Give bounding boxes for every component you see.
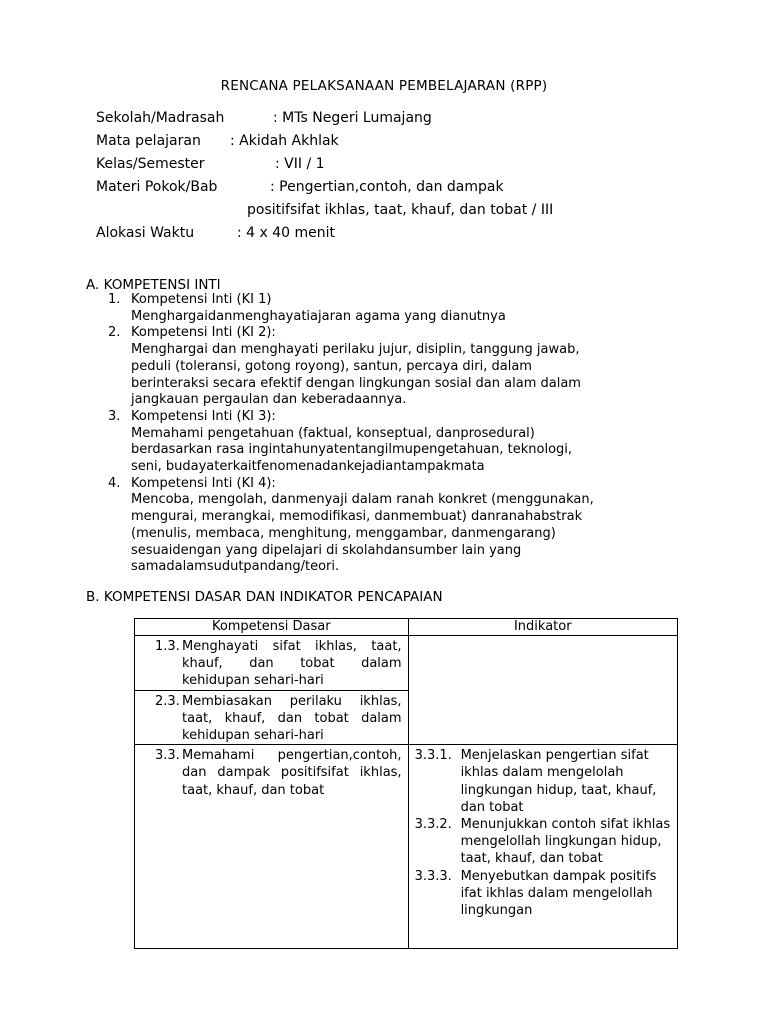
table-cell [135, 690, 409, 745]
identity-row-topic-cont [247, 202, 553, 218]
identity-value: MTs Negeri Lumajang [282, 110, 432, 126]
section-b-heading: B. KOMPETENSI DASAR DAN INDIKATOR PENCAPAIAN [86, 589, 443, 605]
indicator-number: 3.3.3. [414, 868, 452, 884]
list-line: sesuaidengan yang dipelajari di skolahdansumber lain yang [131, 542, 522, 558]
table-header-row [135, 619, 678, 636]
identity-label: Kelas/Semester [96, 156, 205, 172]
list-line: Kompetensi Inti (KI 1) [131, 292, 272, 307]
identity-sep: : [237, 225, 242, 241]
kd-number: 1.3. [155, 639, 180, 654]
indicator-item [415, 816, 673, 868]
list-line: Kompetensi Inti (KI 2): [131, 325, 276, 341]
identity-row-time [96, 225, 335, 241]
identity-label: Mata pelajaran [96, 133, 201, 149]
list-line: mengurai, merangkai, memodifikasi, danmembuat) danranahabstrak [131, 509, 583, 525]
ki-list [108, 292, 668, 576]
identity-label: Alokasi Waktu [96, 225, 195, 241]
table-cell-empty [408, 636, 677, 745]
list-line: berinteraksi secara efektif dengan lingkungan sosial dan alam dalam [131, 375, 581, 391]
list-number: 2. [108, 325, 121, 341]
list-line: jangkauan pergaulan dan keberadaannya. [131, 392, 407, 408]
indicator-number: 3.3.2. [414, 817, 452, 833]
identity-row-class [96, 156, 325, 172]
indicator-number: 3.3.1. [414, 748, 452, 764]
list-number: 4. [108, 475, 121, 491]
table-row [135, 745, 678, 949]
indicator-item [415, 747, 673, 816]
list-line: Kompetensi Inti (KI 4): [131, 475, 276, 491]
table-header-indicator: Indikator [408, 619, 677, 636]
table-cell [408, 745, 677, 949]
identity-sep: : [275, 156, 280, 172]
indicator-item [415, 868, 673, 920]
section-a-heading: A. KOMPETENSI INTI [86, 277, 221, 293]
kd-text: Menghayati sifat ikhlas, taat, khauf, dan tobat dalam kehidupan sehari-hari [182, 639, 402, 689]
list-number: 3. [108, 408, 121, 424]
identity-label: Materi Pokok/Bab [96, 179, 218, 195]
table-header-kd: Kompetensi Dasar [135, 619, 409, 636]
kd-number: 2.3. [155, 693, 180, 709]
identity-row-subject [96, 133, 339, 149]
kd-text: Membiasakan perilaku ikhlas, taat, khauf, dan tobat dalam kehidupan sehari-hari [182, 693, 402, 744]
identity-value: Akidah Akhlak [239, 133, 339, 149]
identity-row-school [96, 110, 432, 126]
page-title: RENCANA PELAKSANAAN PEMBELAJARAN (RPP) [220, 78, 548, 94]
identity-sep: : [230, 133, 235, 149]
list-line: Menghargaidanmenghayatiajaran agama yang dianutnya [131, 308, 506, 324]
list-item [108, 476, 668, 576]
identity-value: positifsifat ikhlas, taat, khauf, dan tobat / III [247, 202, 554, 218]
list-line: Kompetensi Inti (KI 3): [131, 408, 276, 424]
list-line: berdasarkan rasa ingintahunyatentangilmupengetahuan, teknologi, [131, 442, 573, 458]
list-line: peduli (toleransi, gotong royong), santun, percaya diri, dalam [131, 358, 532, 374]
list-line: samadalamsudutpandang/teori. [131, 559, 340, 575]
identity-sep: : [270, 179, 275, 195]
identity-sep: : [273, 110, 278, 126]
kd-indicator-table [134, 618, 678, 949]
identity-row-topic [96, 179, 504, 195]
identity-value: Pengertian,contoh, dan dampak [279, 179, 504, 195]
indicator-text: Menyebutkan dampak positifs ifat ikhlas dalam mengelollah lingkungan [460, 868, 657, 919]
list-line: seni, budayaterkaitfenomenadankejadiantampakmata [131, 459, 485, 475]
identity-value: 4 x 40 menit [246, 225, 336, 241]
list-line: Memahami pengetahuan (faktual, konseptual, danprosedural) [131, 425, 535, 441]
kd-text: Memahami pengertian,contoh, dan dampak positifsifat ikhlas, taat, khauf, dan tobat [182, 748, 402, 798]
identity-label: Sekolah/Madrasah [96, 110, 225, 126]
identity-value: VII / 1 [284, 156, 325, 172]
list-number: 1. [108, 292, 121, 307]
indicator-text: Menunjukkan contoh sifat ikhlas mengelollah lingkungan hidup, taat, khauf, dan tobat [460, 817, 671, 867]
table-row [135, 636, 678, 691]
list-item [108, 292, 668, 325]
list-line: Mencoba, mengolah, danmenyaji dalam ranah konkret (menggunakan, [131, 492, 594, 508]
list-line: (menulis, membaca, menghitung, menggambar, danmengarang) [131, 525, 556, 541]
table-cell [135, 745, 409, 949]
table-cell [135, 636, 409, 691]
list-item [108, 325, 668, 409]
list-line: Menghargai dan menghayati perilaku jujur, disiplin, tanggung jawab, [131, 342, 580, 358]
list-item [108, 409, 668, 476]
kd-number: 3.3. [155, 748, 180, 764]
indicator-text: Menjelaskan pengertian sifat ikhlas dalam mengelolah lingkungan hidup, taat, khauf, dan tobat [460, 748, 657, 815]
